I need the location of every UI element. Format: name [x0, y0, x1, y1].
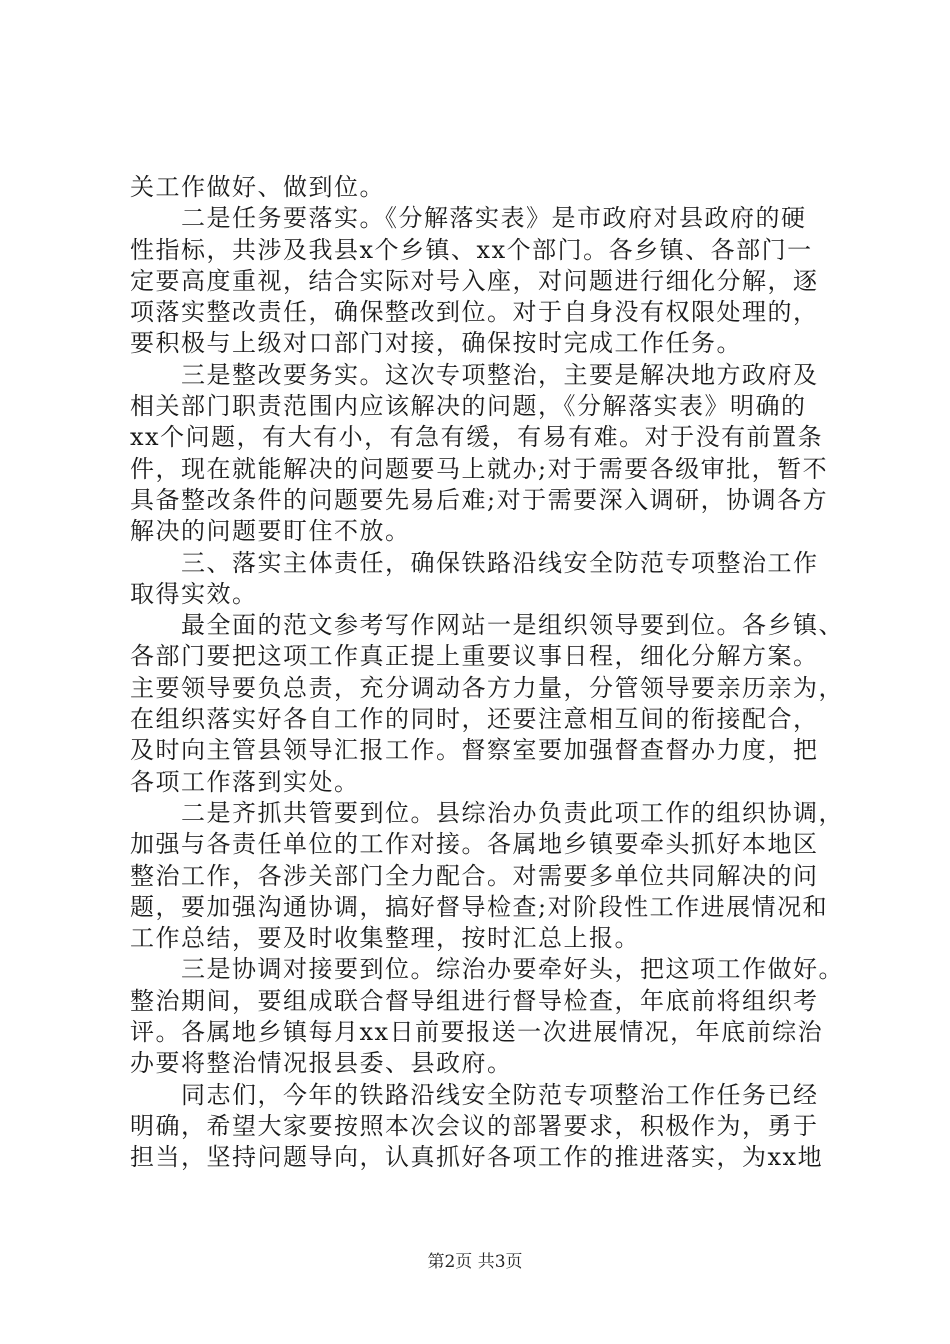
text-line: 同志们，今年的铁路沿线安全防范专项整治工作任务已经 — [130, 1080, 819, 1109]
text-line: 最全面的范文参考写作网站一是组织领导要到位。各乡镇、 — [130, 611, 844, 640]
text-line: 具备整改条件的问题要先易后难;对于需要深入调研，协调各方 — [130, 485, 829, 514]
text-line: 三、落实主体责任，确保铁路沿线安全防范专项整治工作 — [130, 548, 819, 577]
text-line: 关工作做好、做到位。 — [130, 173, 385, 201]
text-line: 各部门要把这项工作真正提上重要议事日程，细化分解方案。 — [130, 642, 819, 671]
text-line: 各项工作落到实处。 — [130, 767, 360, 796]
text-line: 三是协调对接要到位。综治办要牵好头，把这项工作做好。 — [130, 955, 844, 984]
text-line: 整治期间，要组成联合督导组进行督导检查，年底前将组织考 — [130, 986, 819, 1015]
text-line: 件，现在就能解决的问题要马上就办;对于需要各级审批，暂不 — [130, 454, 829, 483]
text-line: 工作总结，要及时收集整理，按时汇总上报。 — [130, 924, 640, 953]
text-line: 加强与各责任单位的工作对接。各属地乡镇要牵头抓好本地区 — [130, 830, 819, 859]
text-line: 题，要加强沟通协调，搞好督导检查;对阶段性工作进展情况和 — [130, 892, 829, 921]
page-number-footer: 第2页 共3页 — [427, 1252, 523, 1272]
text-line: xx个问题，有大有小，有急有缓，有易有难。对于没有前置条 — [130, 423, 824, 452]
document-body — [130, 172, 842, 1174]
text-line: 担当，坚持问题导向，认真抓好各项工作的推进落实，为xx地 — [130, 1143, 824, 1172]
text-line: 办要将整治情况报县委、县政府。 — [130, 1049, 513, 1078]
text-line: 评。各属地乡镇每月xx日前要报送一次进展情况，年底前综治 — [130, 1018, 824, 1047]
text-line: 定要高度重视，结合实际对号入座，对问题进行细化分解，逐 — [130, 266, 819, 295]
text-line: 三是整改要务实。这次专项整治，主要是解决地方政府及 — [130, 360, 819, 389]
text-line: 要积极与上级对口部门对接，确保按时完成工作任务。 — [130, 329, 742, 358]
text-line: 二是任务要落实。《分解落实表》是市政府对县政府的硬 — [130, 204, 807, 233]
text-line: 取得实效。 — [130, 579, 258, 608]
text-line: 主要领导要负总责，充分调动各方力量，分管领导要亲历亲为， — [130, 673, 844, 702]
text-line: 解决的问题要盯住不放。 — [130, 517, 411, 546]
text-line: 及时向主管县领导汇报工作。督察室要加强督查督办力度，把 — [130, 736, 819, 765]
text-line: 相关部门职责范围内应该解决的问题，《分解落实表》明确的 — [130, 392, 807, 421]
text-line: 整治工作，各涉关部门全力配合。对需要多单位共同解决的问 — [130, 861, 819, 890]
text-line: 明确，希望大家要按照本次会议的部署要求，积极作为，勇于 — [130, 1111, 819, 1140]
text-line: 二是齐抓共管要到位。县综治办负责此项工作的组织协调， — [130, 798, 844, 827]
text-line: 项落实整改责任，确保整改到位。对于自身没有权限处理的， — [130, 298, 819, 327]
text-line: 性指标，共涉及我县x个乡镇、xx个部门。各乡镇、各部门一 — [130, 235, 813, 264]
text-line: 在组织落实好各自工作的同时，还要注意相互间的衔接配合， — [130, 705, 819, 734]
